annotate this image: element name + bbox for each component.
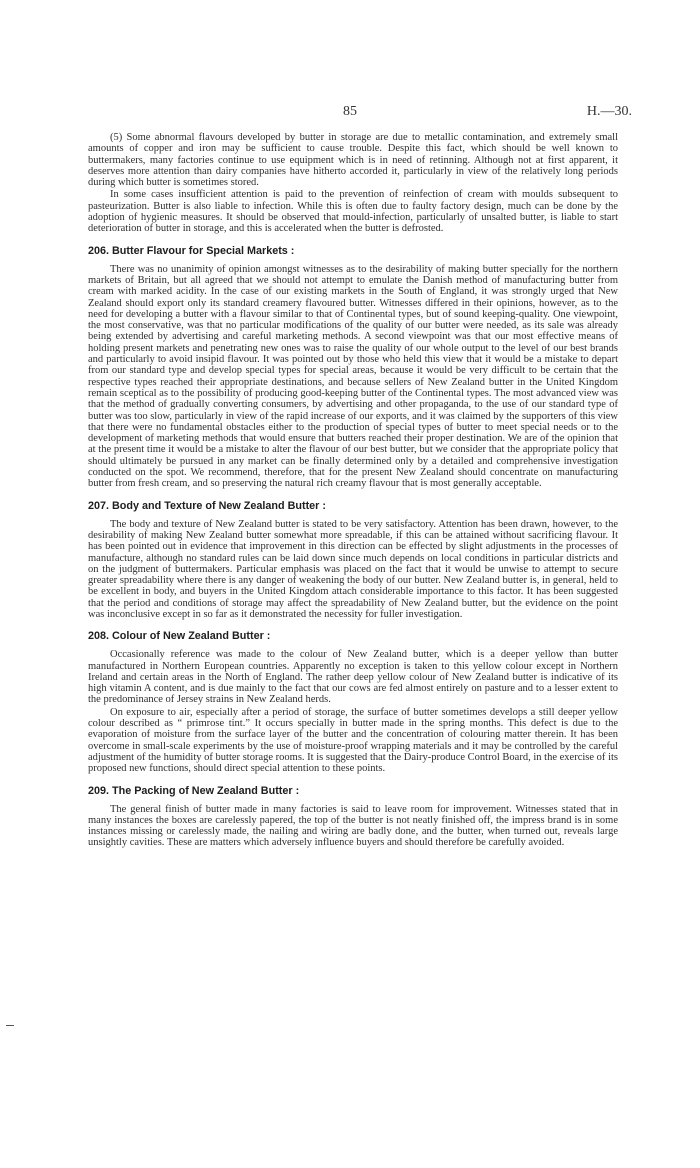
page-number: 85 bbox=[343, 104, 357, 119]
margin-mark bbox=[6, 1025, 14, 1026]
paragraph-contamination: (5) Some abnormal flavours developed by butter in storage are due to metallic contamination, and extremely small amounts of copper and iron may be sufficient to cause trouble. Despite this fact, which should be well known to buttermakers, many factories continue to use equipment which is in need of retinning. Although not at first apparent, it deserves more attention than dairy companies have hitherto accorded it, particularly in view of the relatively long periods during which butter is sometimes stored. bbox=[88, 132, 618, 189]
paragraph-206: There was no unanimity of opinion amongst witnesses as to the desirability of making butter specially for the northern markets of Britain, but all agreed that we should not attempt to emulate the Danish method of manufacturing butter from cream with marked acidity. In the case of our existing markets in the South of England, it was strongly urged that New Zealand should export only its standard creamery flavoured butter. Witnesses differed in their opinions, however, as to the need for developing a butter with a flavour similar to that of Continental types, but of sound keeping-quality. One viewpoint, the most conservative, was that no particular modifications of the quality of our butter were needed, as its sale was already being extended by advertising and careful marketing methods. A second viewpoint was that our most effective means of holding present markets and penetrating new ones was to raise the quality of our whole output to the level of our best brands and particularly to avoid insipid flavour. It was pointed out by those who held this view that it would be a mistake to depart from our standard type and develop special types for special areas, because it would be very difficult to be certain that the respective types reached their appropriate destinations, and because sellers of New Zealand butter in the United Kingdom remain sceptical as to the possibility of producing good-keeping butter of the Continental types. The most advanced view was that the method of gradually converting consumers, by advertising and other propaganda, to the use of our standard type of butter was too slow, particularly in view of the rapid increase of our exports, and it was claimed by the supporters of this view that there were no fundamental obstacles either to the production of special types of butter to meet special needs or to the development of marketing methods that would ensure that butters reached their proper destination. We are of the opinion that at the present time it would be a mistake to alter the flavour of our best butter, but we consider that the appropriate policy that should ultimately be pursued in any market can be finally determined only by a detailed and comprehensive investigation conducted on the spot. We recommend, therefore, that for the present New Zealand should concentrate on manufacturing butter from fresh cream, and so preserving the natural rich creamy flavour that is most generally acceptable. bbox=[88, 263, 618, 490]
section-heading-208: 208. Colour of New Zealand Butter : bbox=[88, 630, 271, 643]
paragraph-207: The body and texture of New Zealand butter is stated to be very satisfactory. Attention has been drawn, however, to the desirability of making New Zealand butter somewhat more spreadable, if this can be attained without sacrificing flavour. It has been pointed out in evidence that improvement in this direction can be effected by slight adjustments in the processes of manufacture, although no standard rules can be laid down since much depends on local conditions in particular districts and on the judgment of buttermakers. Particular emphasis was placed on the fact that it would be unwise to attempt to secure greater spreadability where there is any danger of weakening the body of our butter. New Zealand butter is, in general, held to be excellent in body, and buyers in the United Kingdom attach considerable importance to this factor. It has been suggested that the period and conditions of storage may affect the spreadability of New Zealand butter, but the evidence on the point was inconclusive except in so far as it demonstrated the necessity for fuller investigation. bbox=[88, 518, 618, 620]
section-heading-207: 207. Body and Texture of New Zealand Butter : bbox=[88, 499, 326, 512]
paragraph-208-primrose: On exposure to air, especially after a period of storage, the surface of butter sometimes develops a still deeper yellow colour described as “ primrose tint.” It occurs specially in butter made in the spring months. This defect is due to the evaporation of moisture from the surface layer of the butter and the concentration of colouring matter therein. It has been overcome in small-scale experiments by the use of moisture-proof wrapping materials and it may be controlled by the careful adjustment of the humidity of butter storage rooms. It is suggested that the Dairy-produce Control Board, in the exercise of its proposed new functions, should direct special attention to these points. bbox=[88, 706, 618, 775]
paragraph-208-colour: Occasionally reference was made to the colour of New Zealand butter, which is a deeper yellow than butter manufactured in Northern European countries. Apparently no exception is taken to this yellow colour except in Northern Ireland and certain areas in the North of England. The rather deep yellow colour of New Zealand butter is indicative of its high vitamin A content, and is due mainly to the fact that our cows are fed almost entirely on pasture and to a lesser extent to the predominance of Jersey strains in New Zealand herds. bbox=[88, 649, 618, 706]
document-reference: H.—30. bbox=[586, 104, 632, 119]
document-body bbox=[88, 132, 618, 849]
paragraph-209: The general finish of butter made in many factories is said to leave room for improvement. Witnesses stated that in many instances the boxes are carelessly papered, the top of the butter is not neatly finished off, the impress brand is in some instances missing or carelessly made, the nailing and wiring are badly done, and the butter, when turned out, reveals large unsightly cavities. These are matters which adversely influence buyers and should therefore be carefully avoided. bbox=[88, 803, 618, 849]
paragraph-reinfection: In some cases insufficient attention is paid to the prevention of reinfection of cream with moulds subsequent to pasteurization. Butter is also liable to infection. While this is often due to faulty factory design, much can be done by the adoption of hygienic measures. It should be observed that mould-infection, particularly of unsalted butter, is liable to start deterioration of butter in storage, and this is accelerated when the butter is defrosted. bbox=[88, 189, 618, 235]
section-heading-209: 209. The Packing of New Zealand Butter : bbox=[88, 784, 300, 797]
section-heading-206: 206. Butter Flavour for Special Markets : bbox=[88, 244, 295, 257]
